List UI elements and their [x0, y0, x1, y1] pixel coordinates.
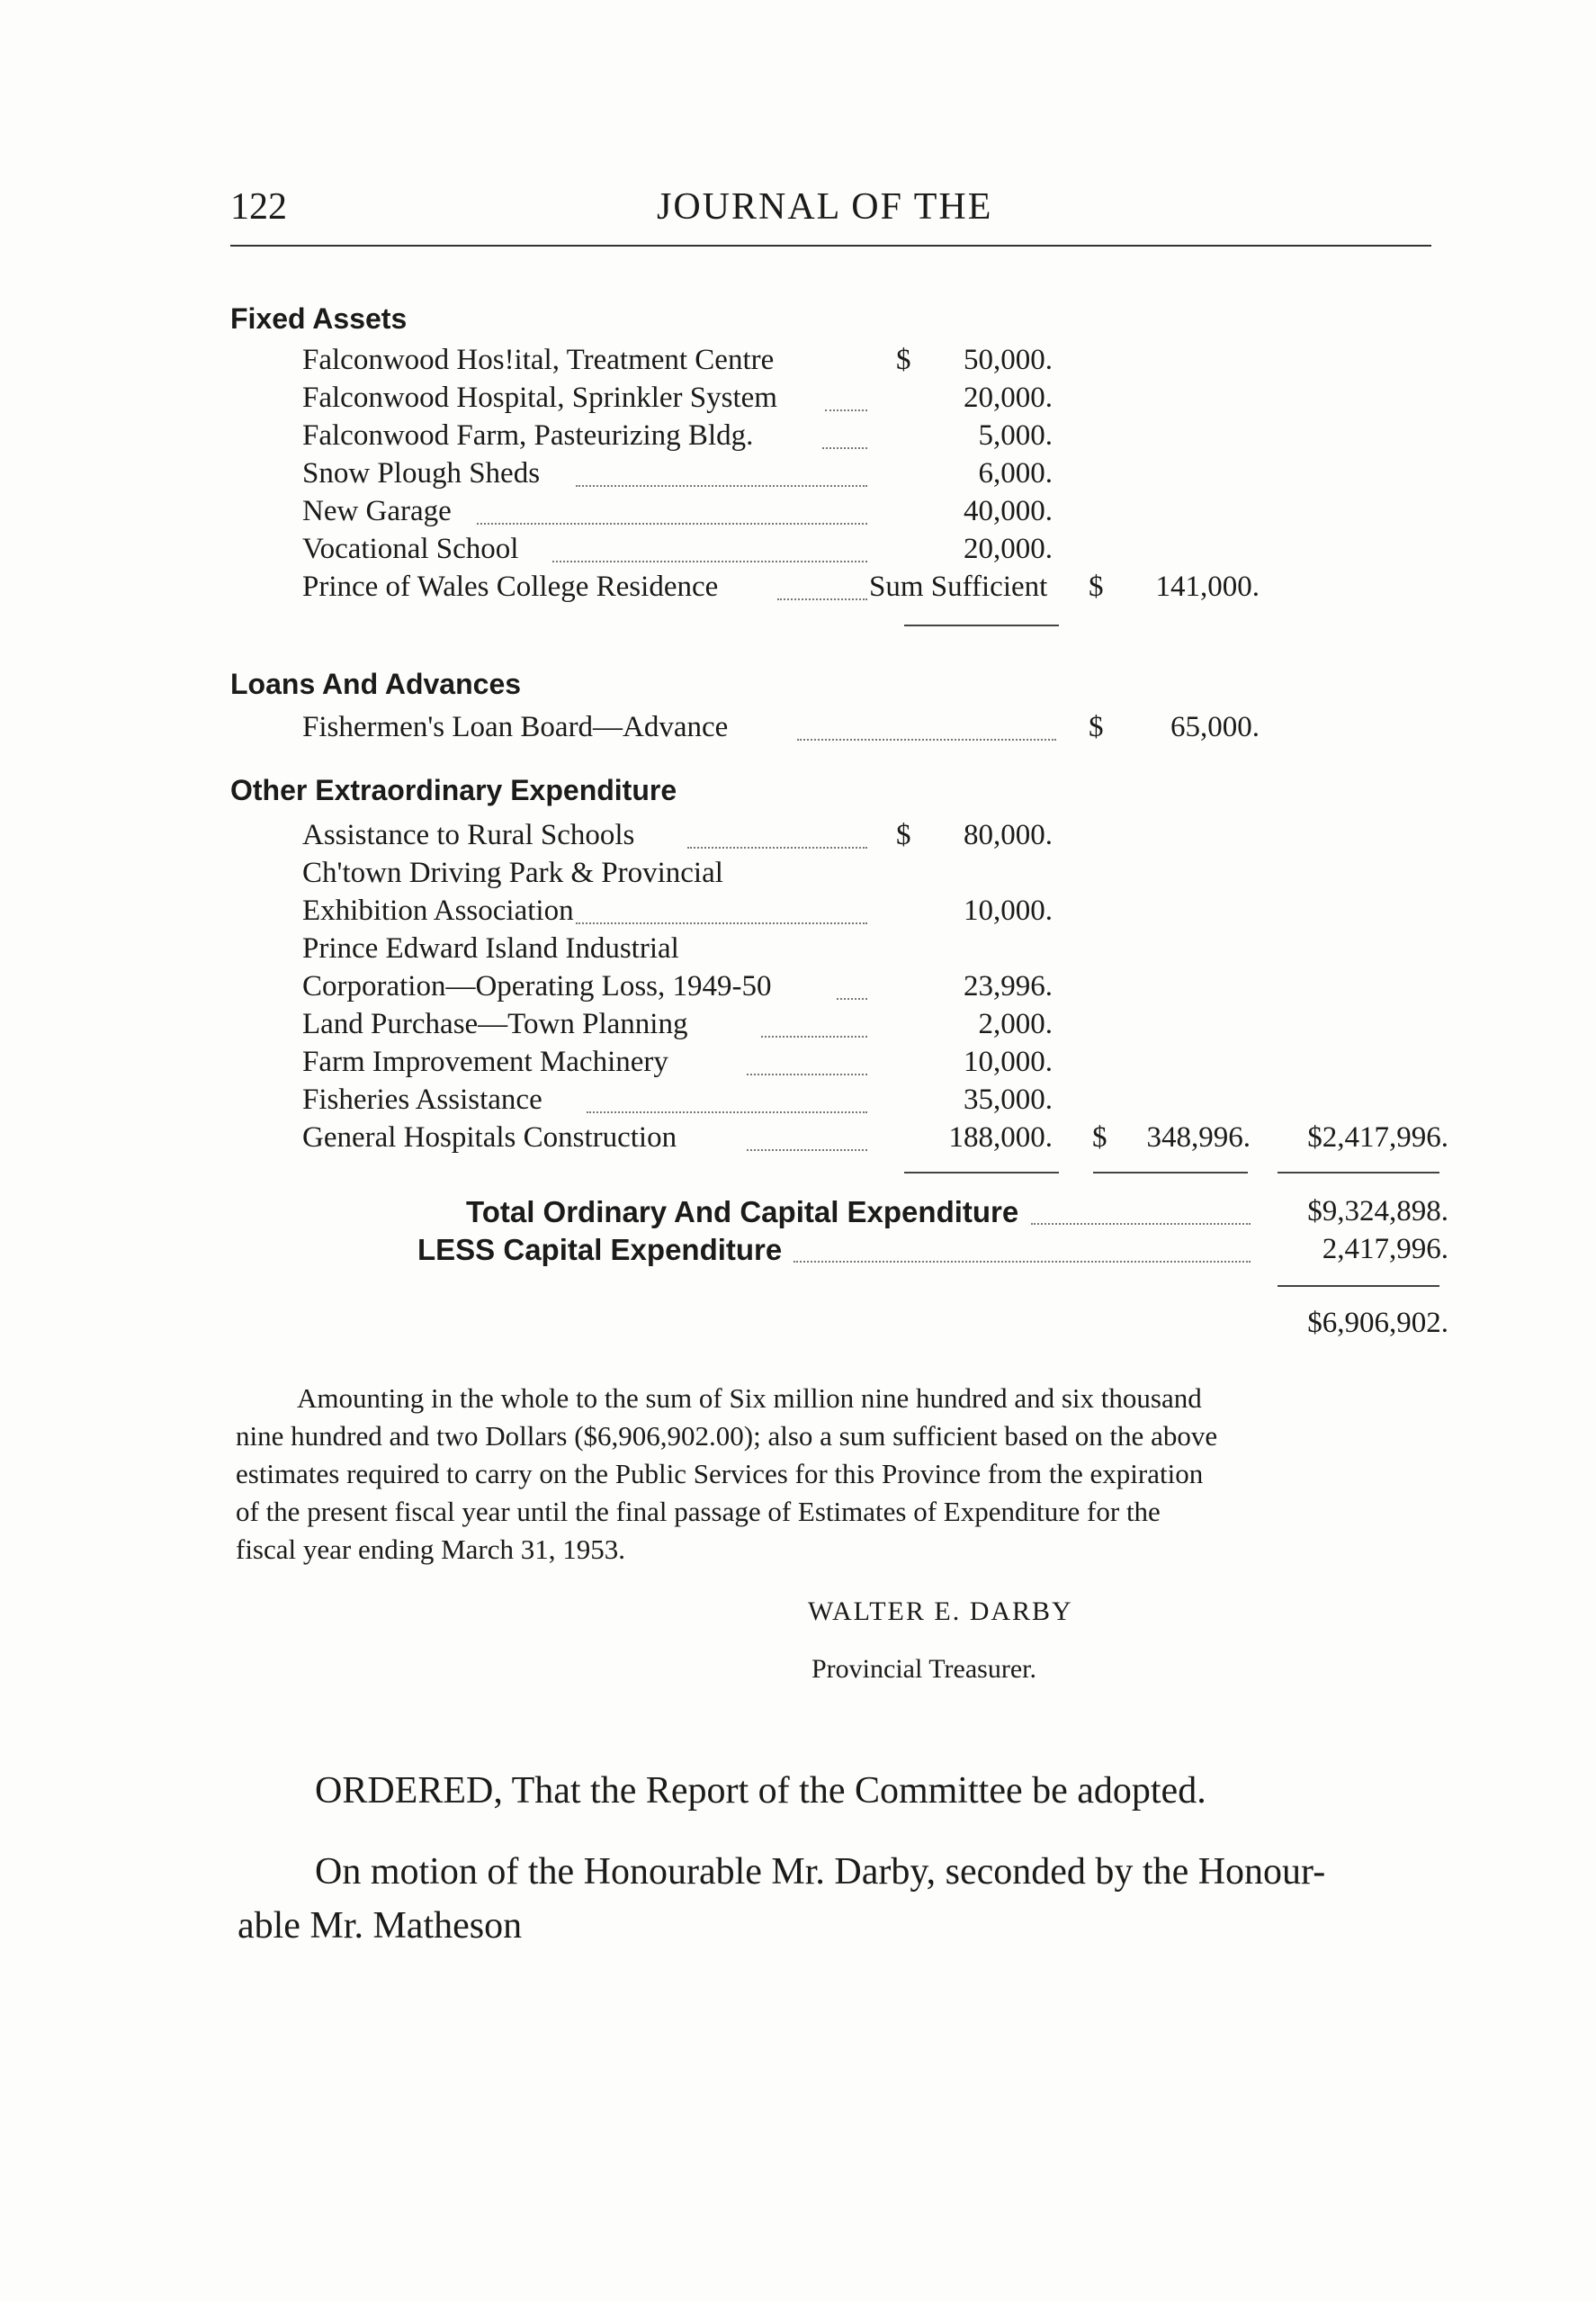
- dot-leader: [576, 485, 867, 487]
- loan-amount: 65,000.: [1170, 711, 1260, 743]
- fixed-asset-label: Falconwood Hospital, Sprinkler System: [302, 382, 777, 414]
- fixed-assets-subtotal: 141,000.: [1155, 571, 1260, 603]
- other-amount: 80,000.: [964, 819, 1053, 851]
- sum-sufficient: Sum Sufficient: [869, 571, 1048, 603]
- other-label: Farm Improvement Machinery: [302, 1046, 668, 1078]
- other-label: Ch'town Driving Park & Provincial: [302, 857, 723, 889]
- dollar-sign: $: [896, 819, 911, 851]
- dollar-sign: $: [896, 344, 911, 376]
- paragraph-line: fiscal year ending March 31, 1953.: [236, 1533, 626, 1565]
- paragraph-line: nine hundred and two Dollars ($6,906,902.00); also a sum sufficient based on the above: [236, 1420, 1218, 1452]
- other-amount: 10,000.: [964, 895, 1053, 927]
- fixed-asset-label: Snow Plough Sheds: [302, 457, 541, 490]
- other-label: General Hospitals Construction: [302, 1121, 677, 1154]
- motion-line: able Mr. Matheson: [238, 1905, 523, 1947]
- other-amount: 2,000.: [978, 1008, 1053, 1040]
- section-heading-loans: Loans And Advances: [230, 668, 522, 700]
- dollar-sign: $: [1092, 1121, 1107, 1154]
- fixed-asset-label: Prince of Wales College Residence: [302, 571, 719, 603]
- column-rule: [1093, 1172, 1248, 1173]
- other-amount: 188,000.: [948, 1121, 1053, 1154]
- paragraph-line: Amounting in the whole to the sum of Six million nine hundred and six thousand: [297, 1382, 1202, 1414]
- other-label-cont: Exhibition Association: [302, 895, 574, 927]
- fixed-asset-amount: 40,000.: [964, 495, 1053, 527]
- dot-leader: [794, 1261, 1251, 1263]
- dot-leader: [687, 847, 867, 849]
- dot-leader: [747, 1074, 867, 1075]
- fixed-asset-amount: 20,000.: [964, 533, 1053, 565]
- other-amount: 23,996.: [964, 970, 1053, 1003]
- dollar-sign: $: [1089, 571, 1104, 603]
- dot-leader: [777, 598, 867, 600]
- signatory-title: Provincial Treasurer.: [811, 1654, 1036, 1684]
- column-rule: [1278, 1285, 1439, 1287]
- fixed-asset-amount: 50,000.: [964, 344, 1053, 376]
- loan-label: Fishermen's Loan Board—Advance: [302, 711, 729, 743]
- total-expenditure-value: $9,324,898.: [1307, 1195, 1448, 1227]
- total-expenditure-label: Total Ordinary And Capital Expenditure: [466, 1195, 1019, 1228]
- other-subtotal: 348,996.: [1146, 1121, 1251, 1154]
- less-capital-value: 2,417,996.: [1322, 1233, 1448, 1265]
- other-amount: 10,000.: [964, 1046, 1053, 1078]
- dot-leader: [761, 1036, 867, 1038]
- fixed-asset-label: Vocational School: [302, 533, 519, 565]
- column-rule: [904, 1172, 1059, 1173]
- dot-leader: [1031, 1223, 1251, 1225]
- other-label: Assistance to Rural Schools: [302, 819, 635, 851]
- ordered-text: ORDERED, That the Report of the Committee be adopted.: [315, 1770, 1206, 1812]
- other-label: Fisheries Assistance: [302, 1084, 542, 1116]
- paragraph-line: estimates required to carry on the Public Services for this Province from the expiration: [236, 1458, 1204, 1489]
- dot-leader: [477, 523, 867, 525]
- fixed-asset-label: New Garage: [302, 495, 452, 527]
- dot-leader: [747, 1149, 867, 1151]
- other-label-cont: Corporation—Operating Loss, 1949-50: [302, 970, 772, 1003]
- other-label: Prince Edward Island Industrial: [302, 932, 679, 965]
- dot-leader: [837, 998, 867, 1000]
- dot-leader: [822, 447, 867, 449]
- fixed-asset-amount: 6,000.: [978, 457, 1053, 490]
- fixed-asset-label: Falconwood Farm, Pasteurizing Bldg.: [302, 419, 754, 452]
- capital-total: $2,417,996.: [1307, 1121, 1448, 1154]
- fixed-asset-amount: 20,000.: [964, 382, 1053, 414]
- paragraph-line: of the present fiscal year until the final passage of Estimates of Expenditure for the: [236, 1496, 1161, 1527]
- signatory-name: WALTER E. DARBY: [808, 1596, 1073, 1626]
- dot-leader: [587, 1111, 867, 1113]
- motion-line: On motion of the Honourable Mr. Darby, seconded by the Honour-: [315, 1851, 1326, 1893]
- section-heading-fixed-assets: Fixed Assets: [230, 302, 408, 335]
- dollar-sign: $: [1089, 711, 1104, 743]
- fixed-asset-label: Falconwood Hos!ital, Treatment Centre: [302, 344, 775, 376]
- page-number: 122: [230, 186, 287, 228]
- header-rule: [230, 245, 1431, 247]
- running-title: JOURNAL OF THE: [657, 186, 993, 228]
- dot-leader: [552, 561, 867, 562]
- dot-leader: [797, 739, 1056, 741]
- fixed-asset-amount: 5,000.: [978, 419, 1053, 452]
- other-label: Land Purchase—Town Planning: [302, 1008, 688, 1040]
- dot-leader: [576, 922, 867, 924]
- column-rule: [1278, 1172, 1439, 1173]
- column-rule: [904, 625, 1059, 626]
- dot-leader: [825, 409, 867, 411]
- section-heading-other: Other Extraordinary Expenditure: [230, 774, 677, 806]
- less-capital-label: LESS Capital Expenditure: [417, 1233, 783, 1266]
- other-amount: 35,000.: [964, 1084, 1053, 1116]
- net-total-value: $6,906,902.: [1307, 1307, 1448, 1339]
